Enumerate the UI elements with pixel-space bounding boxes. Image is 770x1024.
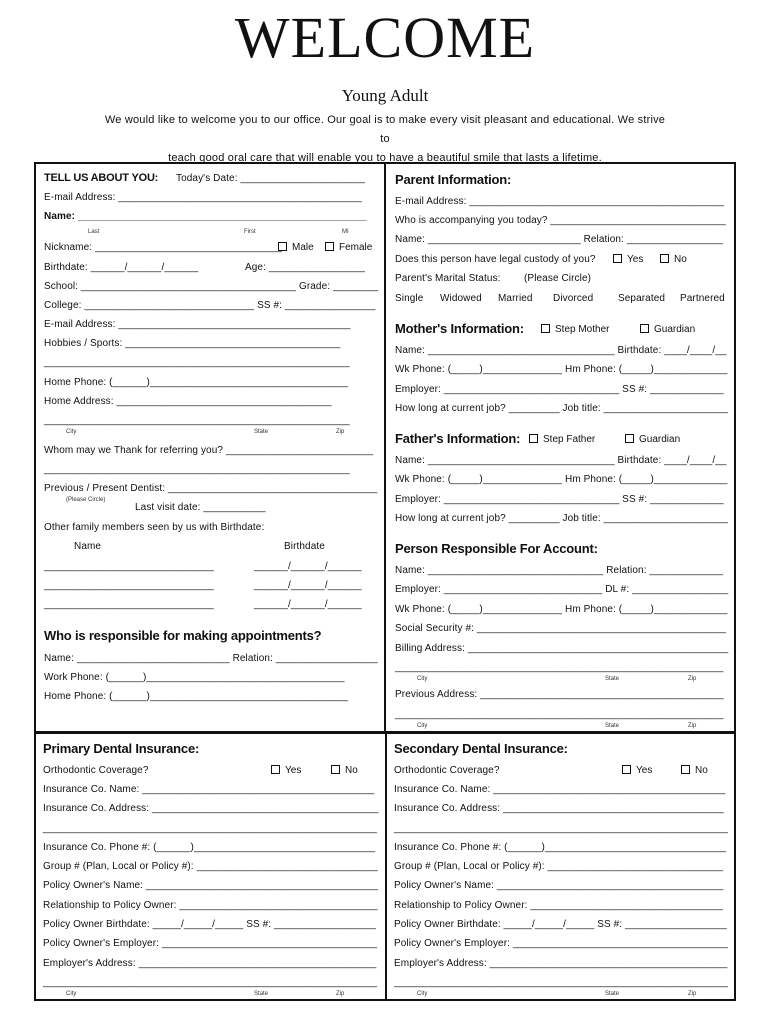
parent-information-heading: Parent Information:	[395, 172, 512, 187]
secondary-city-caption: City	[417, 991, 428, 997]
social-security-field[interactable]: Social Security #: ____________________________________________	[395, 623, 727, 634]
home-address-field[interactable]: Home Address: ______________________________________	[44, 396, 332, 407]
primary-insurance-heading: Primary Dental Insurance:	[43, 741, 200, 756]
custody-no-checkbox[interactable]	[660, 254, 669, 263]
primary-co-address-field[interactable]: Insurance Co. Address: ________________________________________	[43, 803, 379, 814]
marital-option-separated[interactable]: Separated	[618, 293, 666, 304]
primary-ortho-yes-checkbox[interactable]	[271, 765, 280, 774]
father-job-field[interactable]: How long at current job? _________ Job title: ______________________	[395, 513, 729, 524]
previous-state-caption: State	[605, 723, 620, 729]
marital-option-married[interactable]: Married	[498, 293, 533, 304]
primary-group-field[interactable]: Group # (Plan, Local or Policy #): ________________________________	[43, 861, 378, 872]
father-guardian-checkbox[interactable]	[625, 434, 634, 443]
marital-option-divorced[interactable]: Divorced	[553, 293, 594, 304]
primary-ortho-no-checkbox[interactable]	[331, 765, 340, 774]
previous-city-caption: City	[417, 723, 428, 729]
primary-owner-name-field[interactable]: Policy Owner's Name: _________________________________________	[43, 880, 379, 891]
page-title: WELCOME	[234, 5, 536, 70]
family-name-header: Name	[74, 541, 102, 552]
family-row-name-3[interactable]: ______________________________	[44, 599, 214, 610]
mother-employer-field[interactable]: Employer: _______________________________ SS #: _____________	[395, 384, 724, 395]
family-row-date-3[interactable]: ______/______/______	[254, 599, 362, 610]
step-mother-option[interactable]	[541, 323, 609, 336]
secondary-employer-address-field[interactable]: Employer's Address: __________________________________________	[394, 958, 728, 969]
intro-text	[100, 111, 670, 168]
school-field[interactable]: School: ______________________________________ Grade: ________	[44, 281, 379, 292]
step-father-option[interactable]	[529, 433, 595, 446]
custody-no-label: No	[674, 254, 687, 265]
mother-information-heading: Mother's Information:	[395, 321, 524, 336]
female-label: Female	[339, 242, 373, 253]
primary-ortho-yes-label: Yes	[285, 765, 302, 776]
name-first-caption: First	[244, 229, 256, 235]
home-phone-field[interactable]: Home Phone: (______)___________________________________	[44, 377, 349, 388]
last-visit-field[interactable]: Last visit date: ___________	[135, 502, 266, 513]
appointments-name-field[interactable]: Name: ___________________________ Relation: __________________	[44, 653, 378, 664]
family-row-date-1[interactable]: ______/______/______	[254, 561, 362, 572]
primary-zip-caption: Zip	[336, 991, 345, 997]
family-members-label: Other family members seen by us with Birthdate:	[44, 522, 265, 533]
billing-address-field[interactable]: Billing Address: ______________________________________________	[395, 643, 729, 654]
family-birthdate-header: Birthdate	[284, 541, 325, 552]
responsible-account-heading: Person Responsible For Account:	[395, 541, 598, 556]
step-father-checkbox[interactable]	[529, 434, 538, 443]
primary-co-name-field[interactable]: Insurance Co. Name: _________________________________________	[43, 784, 375, 795]
parent-name-relation-field[interactable]: Name: ___________________________ Relation: _________________	[395, 234, 724, 245]
secondary-co-phone-field[interactable]: Insurance Co. Phone #: (______)________________________________	[394, 842, 727, 853]
billing-address-line[interactable]: __________________________________________________________	[395, 662, 724, 673]
father-guardian-label: Guardian	[639, 434, 681, 445]
secondary-relationship-field[interactable]: Relationship to Policy Owner: __________________________________	[394, 900, 723, 911]
custody-no-option[interactable]	[660, 253, 687, 266]
parent-email-field[interactable]: E-mail Address: _____________________________________________	[395, 196, 725, 207]
mother-job-field[interactable]: How long at current job? _________ Job title: ______________________	[395, 403, 729, 414]
mother-guardian-option[interactable]	[640, 323, 695, 336]
responsible-name-field[interactable]: Name: _______________________________ Relation: _____________	[395, 565, 724, 576]
secondary-ortho-yes-checkbox[interactable]	[622, 765, 631, 774]
hobbies-line[interactable]: ______________________________________________________	[44, 357, 350, 368]
primary-employer-address-field[interactable]: Employer's Address: __________________________________________	[43, 958, 377, 969]
marital-option-partnered[interactable]: Partnered	[680, 293, 725, 304]
secondary-employer-address-line[interactable]: ___________________________________________________________	[394, 977, 729, 988]
mother-guardian-label: Guardian	[654, 324, 696, 335]
family-row-date-2[interactable]: ______/______/______	[254, 580, 362, 591]
custody-yes-option[interactable]	[613, 253, 643, 266]
secondary-owner-name-field[interactable]: Policy Owner's Name: ________________________________________	[394, 880, 724, 891]
secondary-ortho-yes-option[interactable]	[622, 764, 652, 777]
male-option[interactable]	[278, 241, 314, 254]
work-phone-field[interactable]: Work Phone: (______)___________________________________	[44, 672, 345, 683]
email-field[interactable]: E-mail Address: ___________________________________________	[44, 192, 362, 203]
family-row-name-1[interactable]: ______________________________	[44, 561, 214, 572]
city-caption: City	[66, 429, 77, 435]
previous-address-field[interactable]: Previous Address: ___________________________________________	[395, 689, 724, 700]
father-name-field[interactable]: Name: _________________________________ Birthdate: ____/____/__	[395, 455, 727, 466]
female-checkbox[interactable]	[325, 242, 334, 251]
zip-caption: Zip	[336, 429, 345, 435]
please-circle-caption: (Please Circle)	[66, 497, 106, 503]
primary-city-caption: City	[66, 991, 77, 997]
secondary-co-name-field[interactable]: Insurance Co. Name: _________________________________________	[394, 784, 726, 795]
legal-custody-label: Does this person have legal custody of you?	[395, 254, 596, 265]
billing-city-caption: City	[417, 676, 428, 682]
primary-ortho-yes-option[interactable]	[271, 764, 301, 777]
primary-owner-birthdate-field[interactable]: Policy Owner Birthdate: _____/_____/_____ SS #: __________________	[43, 919, 376, 930]
marital-please-circle: (Please Circle)	[524, 273, 592, 284]
secondary-co-address-line[interactable]: ___________________________________________________________	[394, 823, 729, 834]
step-father-label: Step Father	[543, 434, 596, 445]
age-field[interactable]: Age: _________________	[245, 262, 366, 273]
intro-line-1: We would like to welcome you to our office. Our goal is to make every visit pleasant and educational. We strive to	[104, 114, 666, 145]
marital-option-single[interactable]: Single	[395, 293, 424, 304]
birthdate-field[interactable]: Birthdate: ______/______/______	[44, 262, 199, 273]
marital-option-widowed[interactable]: Widowed	[440, 293, 482, 304]
previous-dentist-field[interactable]: Previous / Present Dentist: _____________________________________	[44, 483, 378, 494]
father-information-heading: Father's Information:	[395, 431, 521, 446]
mother-phone-field[interactable]: Wk Phone: (_____)______________ Hm Phone: (_____)_____________	[395, 364, 728, 375]
father-phone-field[interactable]: Wk Phone: (_____)______________ Hm Phone: (_____)_____________	[395, 474, 728, 485]
appointments-heading: Who is responsible for making appointments?	[44, 628, 322, 643]
father-employer-field[interactable]: Employer: _______________________________ SS #: _____________	[395, 494, 724, 505]
name-mi-caption: MI	[342, 229, 349, 235]
secondary-insurance-heading: Secondary Dental Insurance:	[394, 741, 568, 756]
secondary-ortho-label: Orthodontic Coverage?	[394, 765, 500, 776]
email-field-2[interactable]: E-mail Address: _________________________________________	[44, 319, 351, 330]
home-address-line[interactable]: ______________________________________________________	[44, 415, 350, 426]
previous-address-line[interactable]: __________________________________________________________	[395, 709, 724, 720]
secondary-zip-caption: Zip	[688, 991, 697, 997]
secondary-ortho-no-checkbox[interactable]	[681, 765, 690, 774]
secondary-co-address-field[interactable]: Insurance Co. Address: _______________________________________	[394, 803, 724, 814]
todays-date-field[interactable]: Today's Date: ______________________	[176, 173, 366, 184]
previous-zip-caption: Zip	[688, 723, 697, 729]
secondary-state-caption: State	[605, 991, 620, 997]
female-option[interactable]	[325, 241, 372, 254]
name-field[interactable]: Name: ___________________________________________________	[44, 211, 367, 222]
father-guardian-option[interactable]	[625, 433, 680, 446]
male-label: Male	[292, 242, 314, 253]
responsible-employer-field[interactable]: Employer: ____________________________ DL #: _________________	[395, 584, 729, 595]
step-mother-label: Step Mother	[555, 324, 610, 335]
primary-owner-employer-field[interactable]: Policy Owner's Employer: ______________________________________	[43, 938, 378, 949]
male-checkbox[interactable]	[278, 242, 287, 251]
secondary-group-field[interactable]: Group # (Plan, Local or Policy #): _______________________________	[394, 861, 724, 872]
college-field[interactable]: College: ______________________________ SS #: ________________	[44, 300, 376, 311]
primary-ortho-no-label: No	[345, 765, 358, 776]
secondary-ortho-yes-label: Yes	[636, 765, 653, 776]
referral-field[interactable]: Whom may we Thank for referring you? __________________________	[44, 445, 374, 456]
responsible-phone-field[interactable]: Wk Phone: (_____)______________ Hm Phone: (_____)_____________	[395, 604, 728, 615]
custody-yes-label: Yes	[627, 254, 644, 265]
primary-co-address-line[interactable]: ___________________________________________________________	[43, 823, 378, 834]
secondary-owner-employer-field[interactable]: Policy Owner's Employer: ______________________________________	[394, 938, 729, 949]
secondary-owner-birthdate-field[interactable]: Policy Owner Birthdate: _____/_____/_____ SS #: __________________	[394, 919, 727, 930]
state-caption: State	[254, 429, 269, 435]
referral-line[interactable]: ______________________________________________________	[44, 464, 350, 475]
page-subtitle: Young Adult	[341, 86, 429, 105]
billing-state-caption: State	[605, 676, 620, 682]
primary-relationship-field[interactable]: Relationship to Policy Owner: ___________________________________	[43, 900, 378, 911]
family-row-name-2[interactable]: ______________________________	[44, 580, 214, 591]
custody-yes-checkbox[interactable]	[613, 254, 622, 263]
primary-ortho-label: Orthodontic Coverage?	[43, 765, 149, 776]
primary-state-caption: State	[254, 991, 269, 997]
primary-ortho-no-option[interactable]	[331, 764, 358, 777]
mother-name-field[interactable]: Name: _________________________________ Birthdate: ____/____/__	[395, 345, 727, 356]
about-you-heading: TELL US ABOUT YOU:	[44, 172, 159, 184]
mother-guardian-checkbox[interactable]	[640, 324, 649, 333]
name-last-caption: Last	[88, 229, 100, 235]
billing-zip-caption: Zip	[688, 676, 697, 682]
intro-line-2: teach good oral care that will enable you to have a beautiful smile that lasts a lifetime.	[168, 152, 602, 164]
secondary-ortho-no-label: No	[695, 765, 708, 776]
insurance-divider	[385, 732, 387, 1000]
hobbies-field[interactable]: Hobbies / Sports: ______________________________________	[44, 338, 341, 349]
primary-co-phone-field[interactable]: Insurance Co. Phone #: (______)________________________________	[43, 842, 376, 853]
marital-status-label: Parent's Marital Status:	[395, 273, 501, 284]
accompanying-field[interactable]: Who is accompanying you today? _______________________________	[395, 215, 726, 226]
step-mother-checkbox[interactable]	[541, 324, 550, 333]
appointments-home-phone-field[interactable]: Home Phone: (______)___________________________________	[44, 691, 349, 702]
nickname-field[interactable]: Nickname: _________________________________	[44, 242, 282, 253]
primary-employer-address-line[interactable]: ___________________________________________________________	[43, 977, 378, 988]
secondary-ortho-no-option[interactable]	[681, 764, 708, 777]
